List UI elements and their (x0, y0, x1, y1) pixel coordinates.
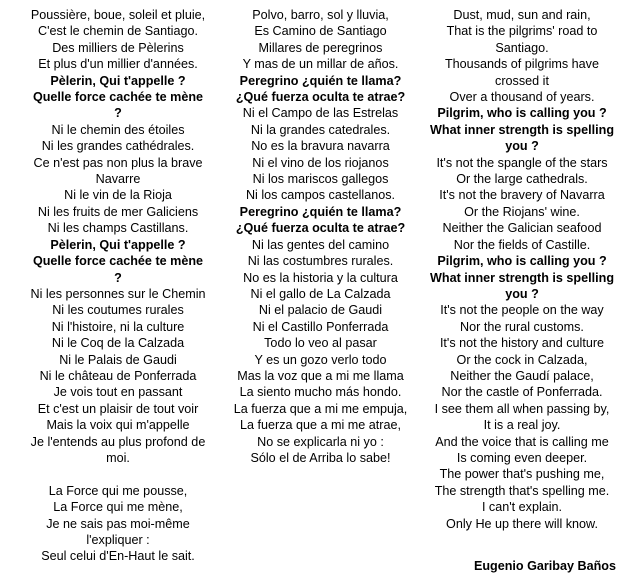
french-line: ? (114, 270, 122, 285)
french-line: Ni le chemin des étoiles (51, 122, 185, 137)
spanish-line: Ni los mariscos gallegos (252, 172, 389, 187)
french-line: C'est le chemin de Santiago. (38, 24, 198, 39)
french-line: Des milliers de Pèlerins (52, 40, 184, 55)
spanish-line: Peregrino ¿quién te llama? (239, 204, 402, 219)
french-line: Quelle force cachée te mène (32, 254, 204, 269)
spanish-line: Ni el Castillo Ponferrada (252, 319, 389, 334)
spanish-line: Millares de peregrinos (258, 40, 383, 55)
english-line: I see them all when passing by, (434, 401, 610, 416)
spanish-line: Ni el vino de los riojanos (252, 155, 389, 170)
english-line: What inner strength is spelling you ? (429, 270, 615, 301)
french-line: Ni le Coq de la Calzada (51, 336, 185, 351)
french-line: Je vois tout en passant (53, 385, 183, 400)
french-line: La Force qui me pousse, (48, 483, 188, 498)
spanish-line: No es la bravura navarra (251, 139, 390, 154)
french-line: Seul celui d'En-Haut le sait. (41, 549, 195, 564)
english-line: I can't explain. (481, 500, 563, 515)
french-line: Ni l'histoire, ni la culture (51, 319, 185, 334)
french-line: La Force qui me mène, (53, 500, 183, 515)
english-line: Nor the castle of Ponferrada. (441, 385, 603, 400)
english-line: And the voice that is calling me (435, 434, 609, 449)
english-line: What inner strength is spelling you ? (429, 122, 615, 154)
french-line: Et c'est un plaisir de tout voir (37, 401, 199, 416)
french-line: Ni les coutumes rurales (52, 303, 184, 318)
french-line: Pèlerin, Qui t'appelle ? (50, 73, 186, 88)
english-line: Is coming even deeper. (456, 450, 588, 465)
french-line: Ni les grandes cathédrales. (41, 139, 195, 154)
english-line: Or the large cathedrals. (456, 172, 588, 187)
spanish-line: No se explicarla ni yo : (257, 434, 384, 449)
spanish-line: Todo lo veo al pasar (264, 336, 377, 351)
english-line: It's not the bravery of Navarra (439, 188, 605, 203)
spanish-line: Peregrino ¿quién te llama? (239, 73, 402, 88)
french-line: Ni le vin de la Rioja (64, 188, 172, 203)
spanish-line: Ni los campos castellanos. (245, 188, 396, 203)
spanish-line: ¿Qué fuerza oculta te atrae? (235, 221, 406, 236)
french-line: Pèlerin, Qui t'appelle ? (50, 237, 186, 252)
english-line: Neither the Gaudí palace, (450, 368, 594, 383)
french-line (18, 466, 218, 482)
spanish-line: Ni la grandes catedrales. (250, 122, 391, 137)
french-line: Ni les personnes sur le Chemin (30, 286, 206, 301)
french-line: Ni le Palais de Gaudi (59, 352, 177, 367)
french-line: Poussière, boue, soleil et pluie, (30, 8, 206, 22)
spanish-line: Sólo el de Arriba lo sabe! (250, 450, 391, 465)
spanish-line: Polvo, barro, sol y lluvia, (252, 8, 389, 22)
french-line: Mais la voix qui m'appelle (46, 418, 190, 433)
english-line: Nor the fields of Castille. (453, 237, 591, 252)
spanish-line: La fuerza que a mi me atrae, (239, 418, 401, 433)
spanish-column (218, 7, 423, 466)
spanish-line: Ni el Campo de las Estrelas (242, 106, 399, 121)
french-line: Et plus d'un millier d'années. (38, 57, 198, 72)
french-line: ? (114, 106, 122, 121)
french-line: Quelle force cachée te mène (32, 90, 204, 105)
spanish-line: La fuerza que a mi me empuja, (233, 401, 408, 416)
spanish-line: La siento mucho más hondo. (239, 385, 402, 400)
english-line: It's not the people on the way (440, 303, 604, 318)
french-line: Ni les champs Castillans. (47, 221, 189, 236)
english-line: Neither the Galician seafood (442, 221, 602, 236)
french-line: Ce n'est pas non plus la brave (33, 155, 203, 170)
english-line: It's not the history and culture (439, 336, 605, 351)
english-line: It's not the spangle of the stars (436, 155, 608, 170)
english-line: Dust, mud, sun and rain, (453, 8, 591, 22)
author-signature: Eugenio Garibay Baños (473, 559, 616, 573)
english-line: It is a real joy. (483, 418, 561, 433)
spanish-line: Ni el palacio de Gaudi (258, 303, 383, 318)
spanish-line: No es la historia y la cultura (243, 270, 398, 285)
english-line: Or the Riojans' wine. (464, 204, 580, 219)
french-line: Navarre (95, 172, 141, 187)
english-column (422, 7, 622, 532)
english-line: That is the pilgrims' road to Santiago. (446, 24, 598, 55)
english-line: Over a thousand of years. (449, 90, 595, 105)
english-line: Pilgrim, who is calling you ? (437, 254, 607, 269)
french-line: Je l'entends au plus profond de (30, 434, 206, 449)
spanish-line: ¿Qué fuerza oculta te atrae? (235, 90, 406, 105)
french-column (18, 7, 218, 565)
english-line: The strength that's spelling me. (434, 483, 610, 498)
english-line: The power that's pushing me, (439, 467, 605, 482)
spanish-line: Y es un gozo verlo todo (254, 352, 387, 367)
french-line: Je ne sais pas moi-même (46, 516, 190, 531)
spanish-line: Es Camino de Santiago (254, 24, 387, 39)
english-line: Pilgrim, who is calling you ? (437, 106, 607, 121)
english-line: Thousands of pilgrims have crossed it (444, 57, 599, 88)
english-line: Or the cock in Calzada, (456, 352, 588, 367)
english-line: Nor the rural customs. (460, 319, 584, 334)
spanish-line: Y mas de un millar de años. (242, 57, 399, 72)
spanish-line: Mas la voz que a mi me llama (237, 368, 404, 383)
spanish-line: Ni las costumbres rurales. (247, 254, 394, 269)
french-line: Ni le château de Ponferrada (39, 368, 197, 383)
spanish-line: Ni el gallo de La Calzada (250, 286, 391, 301)
spanish-line: Ni las gentes del camino (251, 237, 390, 252)
french-line: Ni les fruits de mer Galiciens (37, 204, 199, 219)
french-line: l'expliquer : (86, 532, 150, 547)
english-line: Only He up there will know. (446, 516, 598, 531)
french-line: moi. (106, 450, 130, 465)
